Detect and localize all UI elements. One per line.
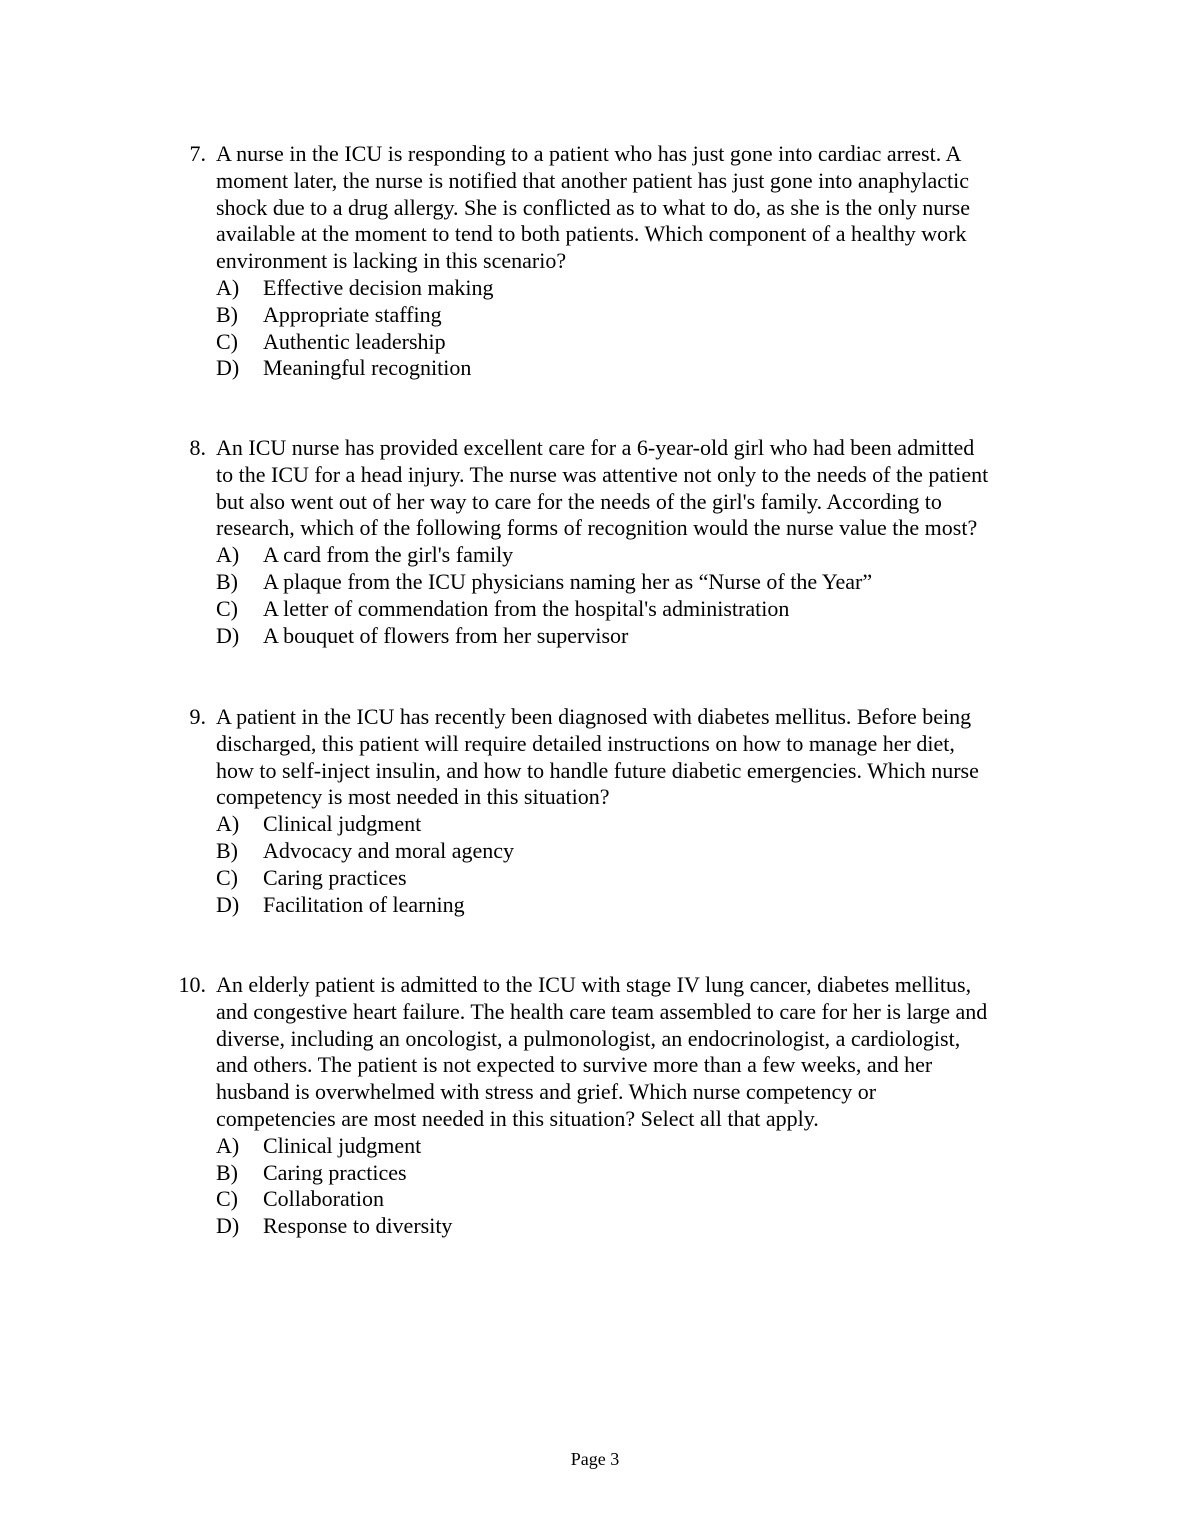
stem-line: competencies are most needed in this situation? Select all that apply. <box>216 1105 819 1131</box>
question-number: 7. <box>189 141 206 166</box>
option-letter: C) <box>216 864 238 890</box>
answer-option <box>0 892 1190 919</box>
stem-line: but also went out of her way to care for the needs of the girl's family. According to <box>216 488 942 514</box>
option-text: Effective decision making <box>263 274 494 300</box>
question-7 <box>0 141 1190 382</box>
option-text: A card from the girl's family <box>263 542 514 568</box>
option-letter: C) <box>216 595 238 621</box>
option-letter: D) <box>216 622 240 648</box>
answer-options <box>0 542 1190 649</box>
stem-line: and congestive heart failure. The health care team assembled to care for her is large and <box>216 998 988 1024</box>
option-letter: B) <box>216 301 238 327</box>
option-letter: B) <box>216 1159 238 1185</box>
answer-option <box>0 302 1190 329</box>
option-text: Authentic leadership <box>263 328 446 354</box>
option-text: Response to diversity <box>263 1213 453 1239</box>
answer-option <box>0 596 1190 623</box>
answer-options <box>0 275 1190 382</box>
option-text: Caring practices <box>263 864 407 890</box>
answer-options <box>0 1133 1190 1240</box>
stem-line: An ICU nurse has provided excellent care for a 6-year-old girl who had been admitted <box>216 435 975 460</box>
answer-option <box>0 1160 1190 1187</box>
question-number: 10. <box>178 972 206 997</box>
option-text: Advocacy and moral agency <box>263 837 515 863</box>
option-letter: A) <box>216 274 240 300</box>
option-letter: A) <box>216 811 240 837</box>
option-text: A plaque from the ICU physicians naming her as “Nurse of the Year” <box>263 568 873 594</box>
question-10 <box>0 972 1190 1240</box>
answer-option <box>0 1213 1190 1240</box>
option-text: Facilitation of learning <box>263 891 465 917</box>
option-text: A letter of commendation from the hospital's administration <box>263 595 790 621</box>
answer-options <box>0 811 1190 918</box>
question-stem <box>0 972 1190 1133</box>
option-text: A bouquet of flowers from her supervisor <box>263 622 629 648</box>
option-text: Appropriate staffing <box>263 301 442 327</box>
stem-line: available at the moment to tend to both patients. Which component of a healthy work <box>216 221 967 247</box>
question-8 <box>0 435 1190 649</box>
stem-line: competency is most needed in this situation? <box>216 784 610 810</box>
stem-line: An elderly patient is admitted to the ICU with stage IV lung cancer, diabetes mellitus, <box>216 972 972 997</box>
answer-option <box>0 542 1190 569</box>
question-stem <box>0 704 1190 811</box>
stem-line: discharged, this patient will require detailed instructions on how to manage her diet, <box>216 730 955 756</box>
option-letter: D) <box>216 1213 240 1239</box>
answer-option <box>0 623 1190 650</box>
option-letter: D) <box>216 355 240 381</box>
answer-option <box>0 329 1190 356</box>
answer-option <box>0 865 1190 892</box>
question-number: 8. <box>189 435 206 460</box>
answer-option <box>0 275 1190 302</box>
option-letter: A) <box>216 1132 240 1158</box>
answer-option <box>0 569 1190 596</box>
answer-option <box>0 355 1190 382</box>
stem-line: shock due to a drug allergy. She is conflicted as to what to do, as she is the only nurse <box>216 194 970 220</box>
option-text: Caring practices <box>263 1159 407 1185</box>
stem-line: to the ICU for a head injury. The nurse was attentive not only to the needs of the patient <box>216 461 989 487</box>
question-number: 9. <box>189 704 206 729</box>
option-text: Clinical judgment <box>263 1132 422 1158</box>
question-stem <box>0 435 1190 542</box>
page-number: Page 3 <box>570 1449 620 1469</box>
answer-option <box>0 838 1190 865</box>
answer-option <box>0 1133 1190 1160</box>
stem-line: moment later, the nurse is notified that another patient has just gone into anaphylactic <box>216 167 970 193</box>
option-letter: A) <box>216 542 240 568</box>
stem-line: diverse, including an oncologist, a pulmonologist, an endocrinologist, a cardiologist, <box>216 1025 961 1051</box>
answer-option <box>0 811 1190 838</box>
option-letter: B) <box>216 837 238 863</box>
option-letter: B) <box>216 568 238 594</box>
question-stem <box>0 141 1190 275</box>
option-text: Meaningful recognition <box>263 355 472 381</box>
option-letter: C) <box>216 328 238 354</box>
option-letter: D) <box>216 891 240 917</box>
stem-line: environment is lacking in this scenario? <box>216 248 567 274</box>
stem-line: A nurse in the ICU is responding to a patient who has just gone into cardiac arrest. A <box>216 141 962 166</box>
option-text: Clinical judgment <box>263 811 422 837</box>
answer-option <box>0 1186 1190 1213</box>
option-text: Collaboration <box>263 1186 384 1212</box>
stem-line: A patient in the ICU has recently been diagnosed with diabetes mellitus. Before being <box>216 704 972 729</box>
option-letter: C) <box>216 1186 238 1212</box>
stem-line: husband is overwhelmed with stress and grief. Which nurse competency or <box>216 1079 877 1105</box>
question-9 <box>0 704 1190 918</box>
stem-line: how to self-inject insulin, and how to handle future diabetic emergencies. Which nurse <box>216 757 979 783</box>
stem-line: and others. The patient is not expected to survive more than a few weeks, and her <box>216 1052 933 1078</box>
stem-line: research, which of the following forms of recognition would the nurse value the most? <box>216 515 978 541</box>
